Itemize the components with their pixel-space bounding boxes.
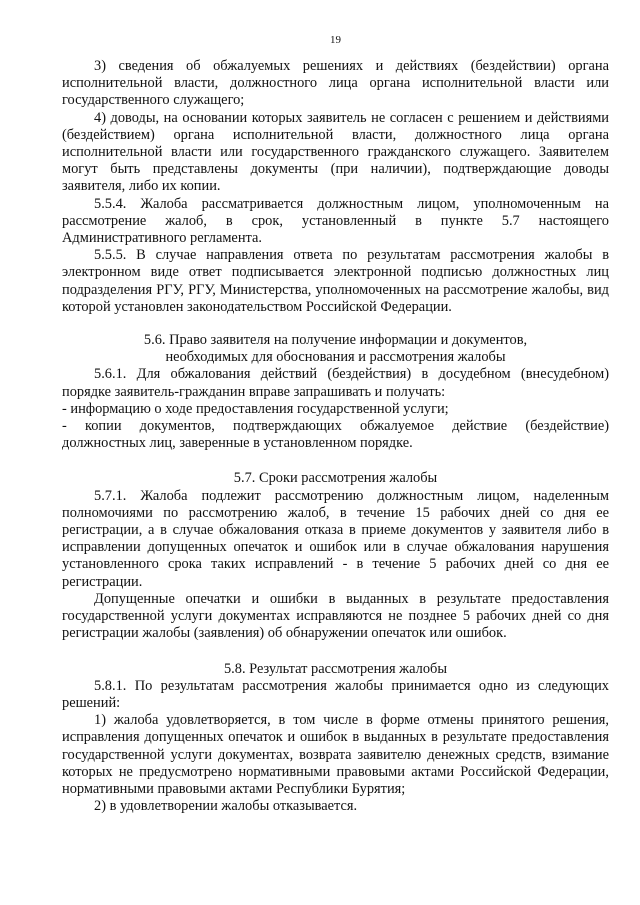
section-5-7-heading: 5.7. Сроки рассмотрения жалобы xyxy=(233,470,438,487)
paragraph-5-7-1: 5.7.1. Жалоба подлежит рассмотрению должностным лицом, наделенным полномочиями по рассмотрению жалоб, в течение 15 рабочих дней со дня ее регистрации, а в случае обжалования отказа в приеме документов у заявителя либо в исправлении допущенных опечаток и ошибок или в случае обжалования нарушения установленного срока таких исправлений - в течение 5 рабочих дней со дня ее регистрации. xyxy=(62,487,609,590)
paragraph-5-5-5: 5.5.5. В случае направления ответа по результатам рассмотрения жалобы в электронном виде ответ подписывается электронной подписью должностных лиц подразделения РГУ, РГУ, Министерства, уполномоченных на рассмотрение жалобы, вид которой установлен законодательством Российской Федерации. xyxy=(62,247,609,315)
section-5-6-heading-line1: 5.6. Право заявителя на получение информации и документов, xyxy=(143,332,528,349)
paragraph-5-8-1: 5.8.1. По результатам рассмотрения жалобы принимается одно из следующих решений: xyxy=(62,677,609,711)
page-number: 19 xyxy=(330,34,341,46)
paragraph-5-6-1: 5.6.1. Для обжалования действий (бездействия) в досудебном (внесудебном) порядке заявитель-гражданин вправе запрашивать и получать: xyxy=(62,366,609,400)
paragraph-item-3: 3) сведения об обжалуемых решениях и действиях (бездействии) органа исполнительной власти, должностного лица органа исполнительной власти или государственного служащего; xyxy=(62,58,609,109)
list-item-info: - информацию о ходе предоставления государственной услуги; xyxy=(62,400,449,417)
list-item-decision-2: 2) в удовлетворении жалобы отказывается. xyxy=(94,798,358,815)
paragraph-5-5-4: 5.5.4. Жалоба рассматривается должностным лицом, уполномоченным на рассмотрение жалоб, в срок, установленный в пункте 5.7 настоящего Административного регламента. xyxy=(62,195,609,247)
section-5-6-heading-line2: необходимых для обоснования и рассмотрения жалобы xyxy=(165,349,506,366)
list-item-copies: - копии документов, подтверждающих обжалуемое действие (бездействие) должностных лиц, заверенные в установленном порядке. xyxy=(62,418,609,452)
section-5-8-heading: 5.8. Результат рассмотрения жалобы xyxy=(223,660,448,677)
paragraph-item-4: 4) доводы, на основании которых заявитель не согласен с решением и действиями (бездействием) органа исполнительной власти, должностного лица органа исполнительной власти или государственного гражданского служащего. Заявителем могут быть представлены документы (при наличии), подтверждающие доводы заявителя, либо их копии. xyxy=(62,109,609,195)
list-item-decision-1: 1) жалоба удовлетворяется, в том числе в форме отмены принятого решения, исправления допущенных опечаток и ошибок в выданных в результате предоставления государственной услуги документах, возврата заявителю денежных средств, взимание которых не предусмотрено нормативными правовыми актами Российской Федерации, нормативными правовыми актами Республики Бурятия; xyxy=(62,712,609,797)
paragraph-5-7-errors: Допущенные опечатки и ошибки в выданных в результате предоставления государственной услуги документах исправляются не позднее 5 рабочих дней со дня регистрации жалобы (заявления) об обнаружении опечаток или ошибок. xyxy=(62,590,609,642)
